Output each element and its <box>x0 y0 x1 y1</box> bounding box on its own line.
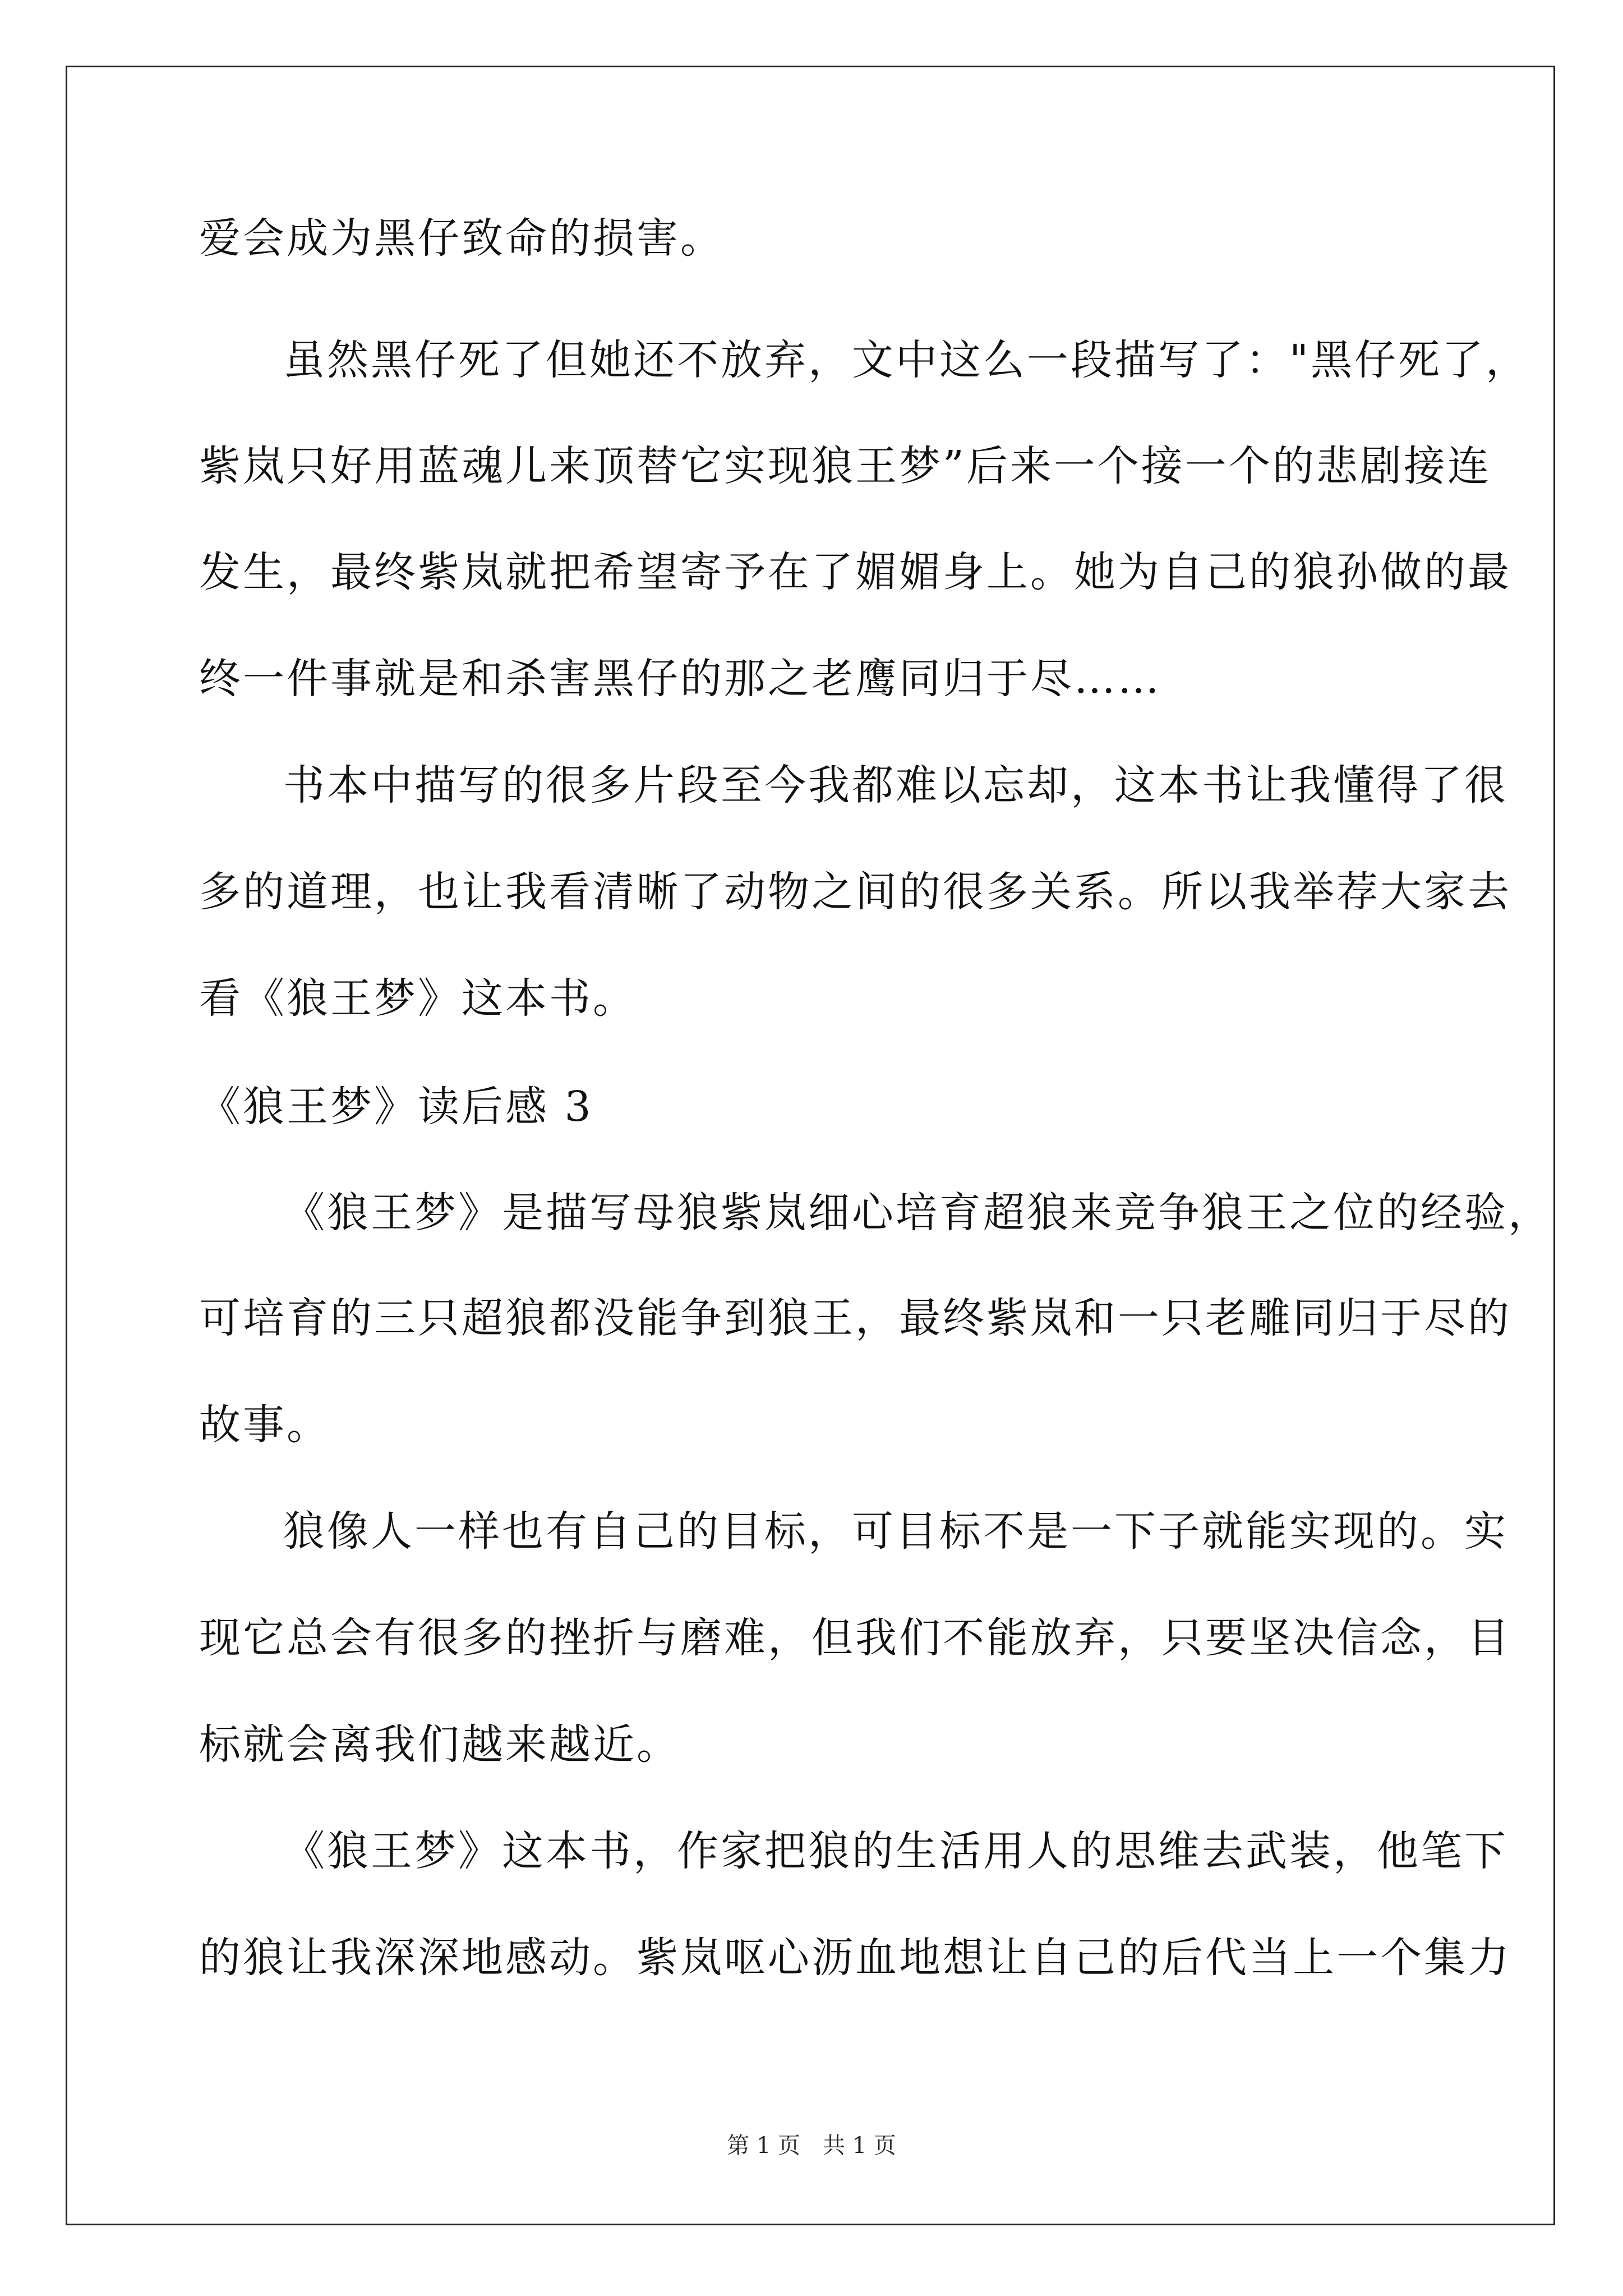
page-footer: 第 1 页 共 1 页 <box>727 2133 896 2159</box>
text-line: 《狼王梦》是描写母狼紫岚细心培育超狼来竞争狼王之位的经验， <box>283 1189 1552 1237</box>
text-line: 书本中描写的很多片段至今我都难以忘却，这本书让我懂得了很 <box>283 761 1508 809</box>
text-line: 现它总会有很多的挫折与磨难，但我们不能放弃，只要坚决信念，目 <box>199 1614 1511 1662</box>
text-line: 发生，最终紫岚就把希望寄予在了媚媚身上。她为自己的狼孙做的最 <box>199 548 1511 596</box>
text-line: 的狼让我深深地感动。紫岚呕心沥血地想让自己的后代当上一个集力 <box>199 1934 1511 1982</box>
section-heading: 《狼王梦》读后感 3 <box>199 1083 593 1131</box>
text-line: 虽然黑仔死了但她还不放弃，文中这么一段描写了："黑仔死了， <box>283 336 1530 384</box>
text-line: 看《狼王梦》这本书。 <box>199 974 637 1023</box>
text-line: 爱会成为黑仔致命的损害。 <box>199 214 724 263</box>
text-line: 狼像人一样也有自己的目标，可目标不是一下子就能实现的。实 <box>283 1507 1508 1556</box>
text-line: 标就会离我们越来越近。 <box>199 1720 680 1769</box>
text-line: 多的道理，也让我看清晰了动物之间的很多关系。所以我举荐大家去 <box>199 868 1511 916</box>
text-line: 终一件事就是和杀害黑仔的那之老鹰同归于尽…… <box>199 655 1161 703</box>
text-line: 《狼王梦》这本书，作家把狼的生活用人的思维去武装，他笔下 <box>283 1827 1508 1875</box>
text-line: 紫岚只好用蓝魂儿来顶替它实现狼王梦”后来一个接一个的悲剧接连 <box>199 442 1491 490</box>
text-line: 故事。 <box>199 1401 330 1449</box>
page-border <box>66 66 1555 2225</box>
text-line: 可培育的三只超狼都没能争到狼王，最终紫岚和一只老雕同归于尽的 <box>199 1294 1511 1342</box>
